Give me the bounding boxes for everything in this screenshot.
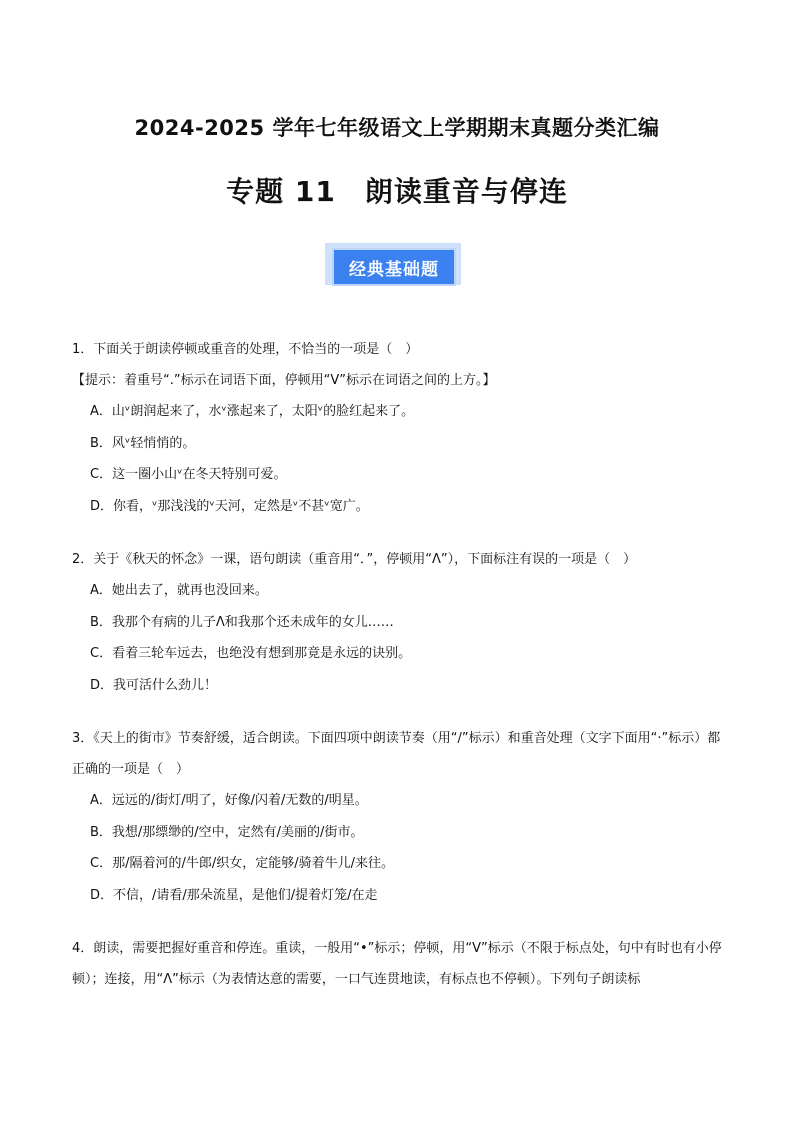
question-4 <box>72 933 726 995</box>
option-b: B．风ᵛ轻悄悄的。 <box>90 435 196 451</box>
question-stem: 4．朗读，需要把握好重音和停连。重读，一般用“•”标示；停顿，用“V”标示（不限于标点处，句中有时也有小停顿）；连接，用“Λ”标示（为表情达意的需要，一口气连贯地读，有标点也不停顿）。下列句子朗读标 <box>72 941 722 987</box>
option-d: D．你看，ᵛ那浅浅的ᵛ天河，定然是ᵛ不甚ᵛ宽广。 <box>90 498 369 514</box>
option-b: B．我那个有病的儿子Λ和我那个还未成年的女儿…… <box>90 614 394 630</box>
section-badge <box>320 238 470 324</box>
question-2 <box>72 544 726 701</box>
option-d: D．不信，/请看/那朵流星，是他们/提着灯笼/在走 <box>90 887 378 903</box>
option-b: B．我想/那缥缈的/空中，定然有/美丽的/街市。 <box>90 824 364 840</box>
option-d: D．我可活什么劲儿！ <box>90 677 218 693</box>
option-a: A．远远的/街灯/明了，好像/闪着/无数的/明星。 <box>90 793 368 808</box>
option-c: C．那/隔着河的/牛郎/织女，定能够/骑着牛儿/来往。 <box>90 856 394 871</box>
option-a: A．她出去了，就再也没回来。 <box>90 583 268 598</box>
question-stem: 2．关于《秋天的怀念》一课，语句朗读（重音用“．”，停顿用“Λ”），下面标注有误的一项是（ ） <box>72 552 637 567</box>
document-title: 2024-2025 学年七年级语文上学期期末真题分类汇编 <box>134 116 660 140</box>
topic-title: 专题 11 朗读重音与停连 <box>226 175 568 208</box>
question-stem: 1．下面关于朗读停顿或重音的处理，不恰当的一项是（ ） <box>72 342 419 357</box>
question-list <box>72 334 726 995</box>
option-c: C．这一圈小山ᵛ在冬天特别可爱。 <box>90 467 287 482</box>
option-a: A．山ᵛ朗润起来了，水ᵛ涨起来了，太阳ᵛ的脸红起来了。 <box>90 404 415 419</box>
option-c: C．看着三轮车远去，也绝没有想到那竟是永远的诀别。 <box>90 646 412 661</box>
question-hint: 【提示：着重号“.”标示在词语下面，停顿用“V”标示在词语之间的上方。】 <box>72 373 496 388</box>
question-1 <box>72 334 726 522</box>
badge-label: 经典基础题 <box>332 248 456 286</box>
question-3 <box>72 723 726 911</box>
question-stem: 3．《天上的街市》节奏舒缓，适合朗读。下面四项中朗读节奏（用“/”标示）和重音处理（文字下面用“·”标示）都正确的一项是（ ） <box>72 731 721 777</box>
